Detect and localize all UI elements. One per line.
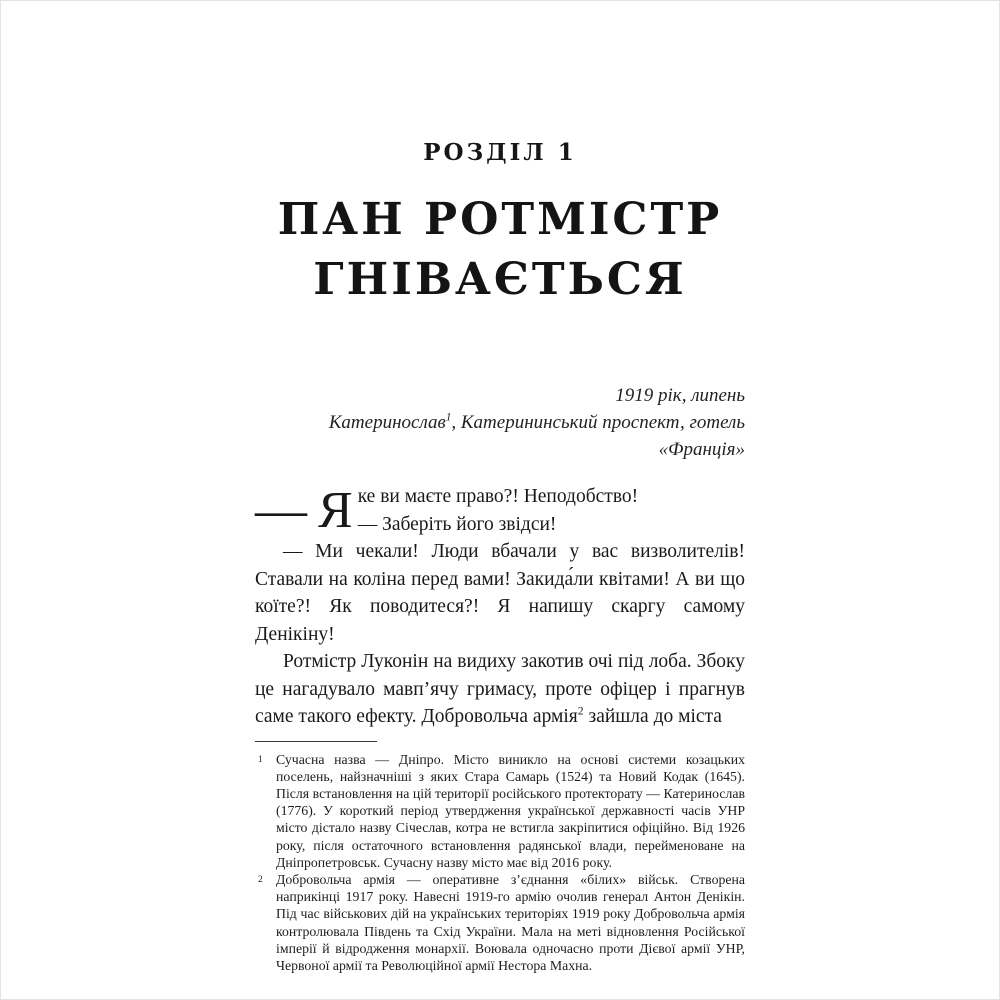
- chapter-title: [255, 190, 745, 310]
- scene-header: [255, 382, 745, 463]
- text-block: [255, 1, 745, 974]
- footnote-1-text: Сучасна назва — Дніпро. Місто виникло на основі системи козацьких поселень, найзначніші з яких Стара Самарь (1524) та Новий Кодак (1645). Після встановлення на цій території російського протекторату — Катеринослав (1776). У короткий період утвердження української державності часів УНР місто дістало назву Січеслав, котра не встигла закріпитися офіційно. Від 1926 року, після остаточного встановлення радянської влади, перейменоване на Дніпропетровськ. Сучасну назву місто має від 2016 року.: [276, 751, 745, 870]
- footnote-divider: [255, 741, 377, 742]
- footnote-2: [255, 871, 745, 974]
- paragraph-3-text: Ротмістр Луконін на видиху закотив очі під лоба. Збоку це нагадувало мавп’ячу гримасу, проте офіцер і прагнув саме такого ефекту. Добровольча армія: [255, 651, 745, 727]
- opening-paragraph: [255, 483, 745, 538]
- opening-line-1: ке ви маєте право?! Неподобство!: [357, 486, 639, 507]
- footnote-area: [255, 741, 745, 975]
- paragraph: — Ми чекали! Люди вбачали у вас визволителів! Ставали на коліна перед вами! Закида́ли квітами! А ви що коїте?! Як поводитеся?! Я напишу скаргу самому Денікіну!: [255, 541, 745, 645]
- chapter-title-line-1: ПАН РОТМІСТР: [277, 194, 723, 245]
- dateline: 1919 рік, липень: [615, 385, 745, 406]
- location-place: Катеринослав: [328, 412, 446, 433]
- dropcap: — Я: [255, 482, 352, 539]
- footnote-ref-2: 2: [577, 704, 584, 718]
- footnote-2-marker: 2: [258, 874, 263, 885]
- location-rest: , Катерининський проспект, готель «Франція»: [451, 412, 745, 460]
- opening-line-2: — Заберіть його звідси!: [357, 513, 557, 535]
- footnote-ref-1: 1: [445, 411, 452, 424]
- footnote-1-marker: 1: [258, 754, 263, 765]
- chapter-title-line-2: ГНІВАЄТЬСЯ: [313, 254, 687, 305]
- chapter-label: РОЗДІЛ 1: [423, 139, 577, 166]
- location-line: [255, 409, 745, 463]
- footnote-2-text: Добровольча армія — оперативне з’єднання «білих» військ. Створена наприкінці 1917 року. Навесні 1919-го армію очолив генерал Антон Денікін. Під час військових дій на українських територіях 1919 року Добровольча армія контролювала Південь та Схід України. Мала на меті відновлення Російської імперії й відродження монархії. Воювала одночасно проти Дієвої армії УНР, Червоної армії та Революційної армії Нестора Махна.: [276, 871, 745, 973]
- paragraph-3-rest: зайшла до міста: [583, 706, 722, 727]
- body-text: [255, 483, 745, 731]
- paragraph: [255, 648, 745, 731]
- footnote-1: [255, 751, 745, 871]
